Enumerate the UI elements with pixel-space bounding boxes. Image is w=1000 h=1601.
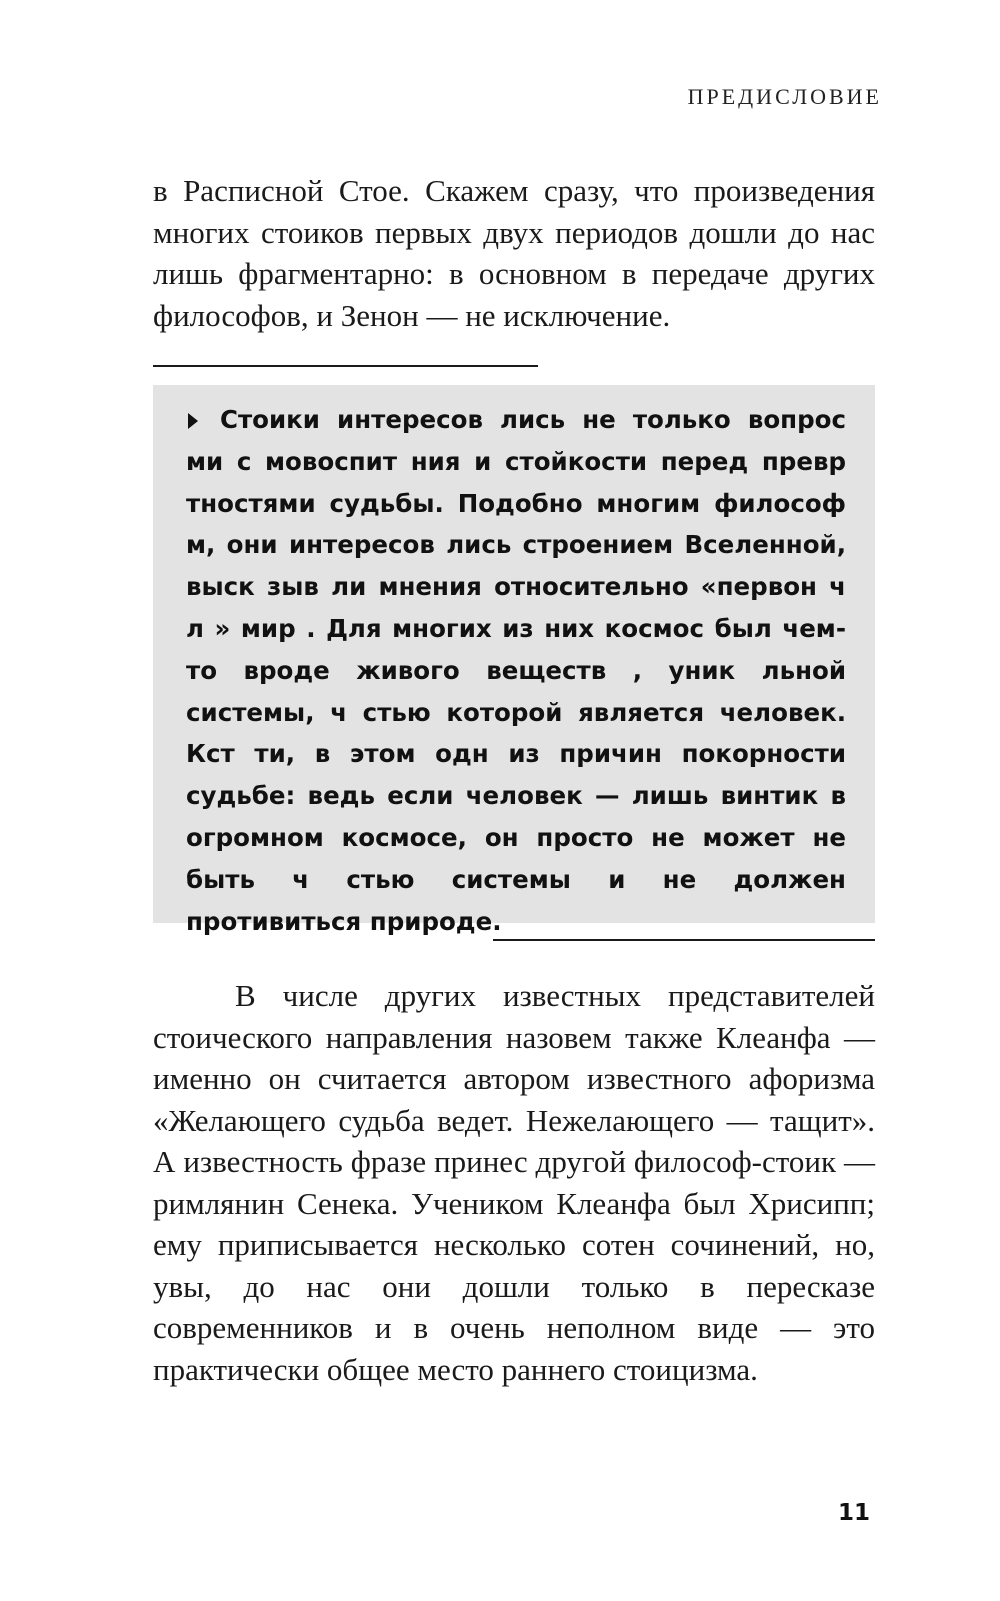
callout-top-rule (153, 365, 538, 367)
sidebar-callout (153, 385, 875, 936)
running-head: ПРЕДИСЛОВИЕ (687, 84, 882, 109)
triangle-bullet-icon (188, 413, 198, 429)
callout-body (186, 399, 846, 942)
paragraph-main: В числе других известных представителей стоического направления назовем также Клеанфа — именно он считается автором известного афоризма «Желающего судьба ведет. Нежелающего — тащит». А известность фразе принес другой философ-стоик — римлянин Сенека. Учеником Клеанфа был Хрисипп; ему приписывается несколько сотен сочинений, но, увы, до нас они дошли только в пересказе современников и в очень неполном виде — это практически общее место раннего стоицизма. (153, 978, 875, 1387)
page-number: 11 (837, 1500, 870, 1526)
paragraph-intro: в Расписной Стое. Скажем сразу, что произведения многих стоиков первых двух периодов дошли до нас лишь фрагментарно: в основном в передаче других философов, и Зенон — не исключение. (153, 173, 875, 333)
callout-text: Стоики интересов лись не только вопрос ми с мовоспит ния и стойкости перед превр тностями судьбы. Подобно многим философ м, они интересов лись строением Вселенной, выск зыв ли мнения относительно «первон ч л » мир . Для многих из них космос был чем-то вроде живого веществ , уник льной системы, ч стью которой является человек. Кст ти, в этом одн из причин покорности судьбе: ведь если человек — лишь винтик в огромном космосе, он просто не может не быть ч стью системы и не должен противиться природе. (186, 405, 846, 936)
callout-bottom-rule (493, 939, 875, 941)
